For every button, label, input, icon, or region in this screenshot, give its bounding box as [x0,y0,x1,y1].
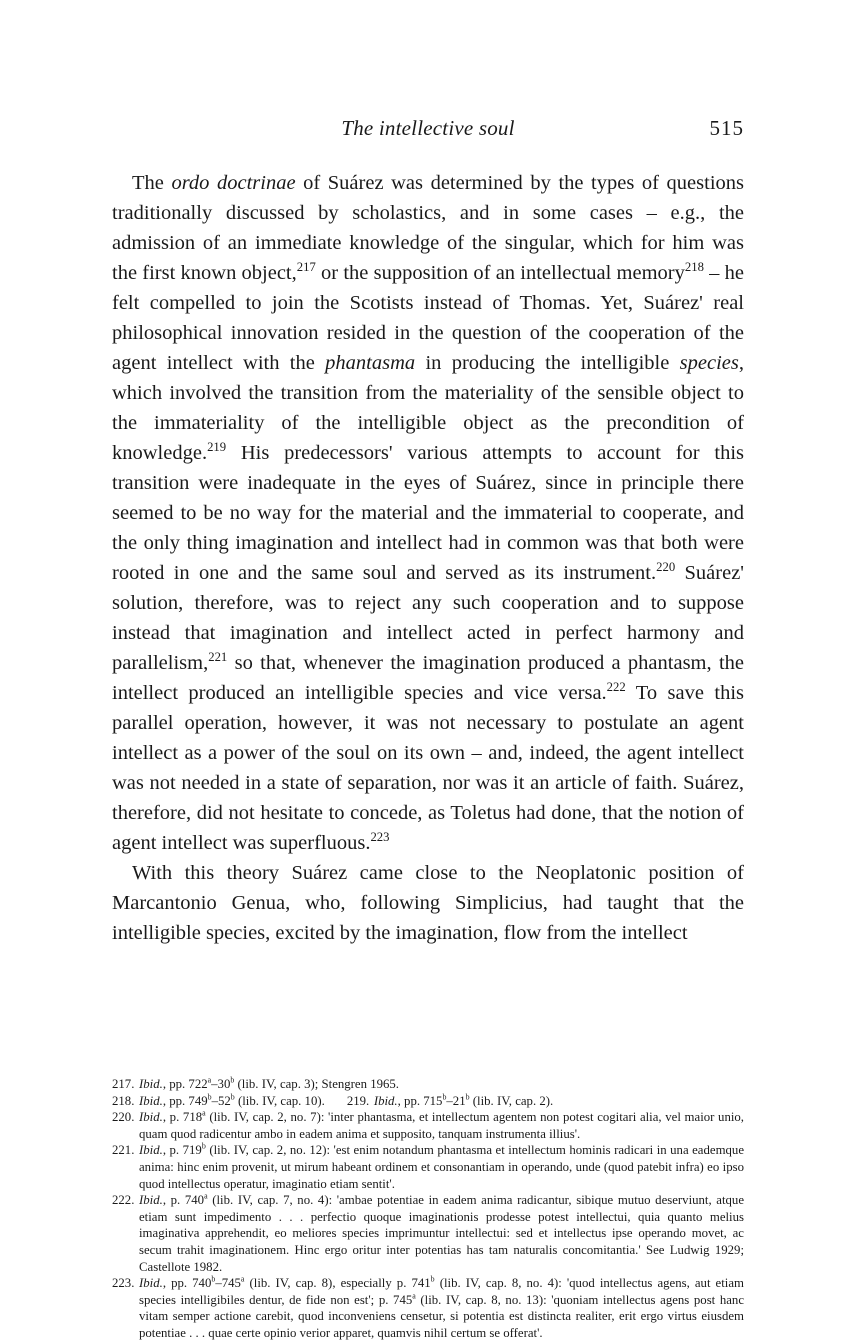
footnote-text [139,1275,744,1341]
footnote [112,1275,744,1341]
text-run: (lib. IV, cap. 8, no. 4): 'quod intellectus agens, aut etiam species intelligibiles dentur, de fide non est'; p. 745 [139,1276,744,1307]
superscript: b [442,1092,447,1102]
superscript: a [202,1108,206,1118]
italic-text: Ibid. [139,1077,163,1091]
italic-text: Ibid. [139,1143,163,1158]
superscript: 223 [370,830,390,845]
superscript: 219 [207,440,227,455]
superscript: 221 [208,650,228,665]
superscript: b [465,1092,470,1102]
footnote-number: 219. [346,1093,370,1108]
italic-text: Ibid. [139,1276,163,1291]
superscript: b [211,1274,216,1284]
superscript: 218 [684,260,704,275]
text-run: (lib. IV, cap. 2, no. 12): 'est enim notandum phantasma et intellectum hominis radicari in una eademque anima: hinc enim provenit, ut mirum habeant ordinem et consonantiam in operando, unde (quod patebit infra) eo ipso quod intellectus operatur, imaginatio etiam sentit'. [139,1143,745,1191]
text-run: To save this parallel operation, however, it was not necessary to postulate an agent intellect as a power of the soul on its own – and, indeed, the agent intellect was not needed in a state of separation, nor was it an article of faith. Suárez, therefore, did not hesitate to concede, as Toletus had done, that the notion of agent intellect was superfluous. [112,682,744,854]
text-run: Suárez' solution, therefore, was to reject any such cooperation and to suppose instead that imagination and intellect acted in perfect harmony and parallelism, [112,562,744,674]
page-header [112,116,744,146]
text-run: of Suárez was determined by the types of questions traditionally discussed by scholastics, and in some cases – e.g., the admission of an immediate knowledge of the singular, which for him was the first known object, [112,172,744,284]
text-run: – he felt compelled to join the Scotists instead of Thomas. Yet, Suárez' real philosophical innovation resided in the question of the cooperation of the agent intellect with the [112,262,744,374]
footnote [112,1142,744,1192]
text-run: , p. 740 [162,1193,205,1208]
main-text [112,168,744,948]
text-run: The [132,172,172,194]
text-run: (lib. IV, cap. 8, no. 13): 'quoniam intellectus agens post hanc vitam semper actione carebit, quod inconveniens censetur, si potentia est distincta realiter, erit ergo virtus eiusdem potentiae . . . quae certe opinio verior apparet, quamvis nihil certum se offerat'. [139,1292,744,1340]
text-run: (lib. IV, cap. 7, no. 4): 'ambae potentiae in eadem anima radicantur, sibique mutuo deserviunt, atque etiam sunt impedimento . . . perfectio quoque imaginationis prodesse potest intellectui, quia quanto melius imaginativa apprehendit, eo meliores species imprimuntur intellectui: sed et intellectus ipse operando movet, ac secum trahit imaginationem. Hinc ergo oritur inter potentias has tam naturalis concomitantia.' See Ludwig 1929; Castellote 1982. [139,1193,745,1274]
page-number: 515 [709,116,744,140]
paragraph [112,168,744,858]
footnote-number: 217. [112,1077,135,1091]
text-run: –21 [446,1093,466,1108]
footnote-text [139,1142,744,1192]
superscript: 217 [296,260,316,275]
superscript: a [412,1291,416,1301]
footnote-number: 220. [112,1110,135,1125]
footnotes [112,1076,744,1342]
superscript: a [204,1191,208,1201]
italic-text: Ibid. [139,1093,163,1108]
italic-text: ordo doctrinae [171,172,296,194]
superscript: b [230,1092,235,1102]
footnote [112,1109,744,1142]
text-run: (lib. IV, cap. 8), especially p. 741 [244,1276,431,1291]
superscript: 222 [606,680,626,695]
footnote-number: 218. [112,1093,135,1108]
italic-text: Ibid. [139,1193,163,1208]
text-run: –30 [211,1077,231,1091]
footnote [112,1093,744,1110]
text-run: , pp. 722 [162,1077,208,1091]
superscript: b [201,1142,206,1152]
footnote-number: 223. [112,1276,135,1291]
footnote-number: 221. [112,1143,135,1158]
footnote-text [139,1109,744,1142]
text-run: so that, whenever the imagination produced a phantasm, the intellect produced an intelligible species and vice versa. [112,652,744,704]
footnote [112,1192,744,1275]
italic-text: phantasma [325,352,416,374]
superscript: b [207,1092,212,1102]
italic-text: Ibid. [139,1110,163,1125]
text-run: His predecessors' various attempts to account for this transition were inadequate in the eyes of Suárez, since in principle there seemed to be no way for the material and the immaterial to cooperate, and the only thing imagination and intellect had in common was that both were rooted in one and the same soul and served as its instrument. [112,442,744,584]
text-run: in producing the intelligible [415,352,680,374]
paragraph [112,858,744,948]
superscript: b [430,1274,435,1284]
footnote [112,1076,744,1093]
footnote-number: 222. [112,1193,135,1208]
text-run: (lib. IV, cap. 3); Stengren 1965. [234,1077,400,1091]
italic-text: species [679,352,739,374]
text-run: , which involved the transition from the materiality of the sensible object to the immateriality of the intelligible object as the precondition of knowledge. [112,352,744,464]
footnote-text [139,1076,744,1093]
text-run: (lib. IV, cap. 2). [469,1093,554,1108]
text-run: (lib. IV, cap. 2, no. 7): 'inter phantasma, et intellectum agentem non potest cogitari alia, vel maior unio, quam quod radicentur ambo in eadem anima et supposito, tanquam instrumenta illius'. [139,1110,745,1141]
text-run: , pp. 749 [162,1093,208,1108]
text-run: –745 [215,1276,241,1291]
footnote-text [139,1093,325,1110]
italic-text: Ibid. [373,1093,398,1108]
text-run: –52 [211,1093,231,1108]
text-run: (lib. IV, cap. 10). [234,1093,325,1108]
text-run: With this theory Suárez came close to the Neoplatonic position of Marcantonio Genua, who, following Simplicius, had taught that the intelligible species, excited by the imagination, flow from the intellect [112,862,744,944]
superscript: a [207,1075,212,1085]
footnote-text [374,1093,744,1110]
text-run: , p. 718 [162,1110,203,1125]
superscript: 220 [656,560,676,575]
text-run: or the supposition of an intellectual memory [315,262,685,284]
text-run: , pp. 740 [162,1276,212,1291]
text-run: , p. 719 [162,1143,202,1158]
footnote-text [139,1192,744,1275]
text-run: , pp. 715 [397,1093,443,1108]
superscript: b [230,1075,235,1085]
running-title: The intellective soul [341,116,515,140]
superscript: a [240,1274,245,1284]
